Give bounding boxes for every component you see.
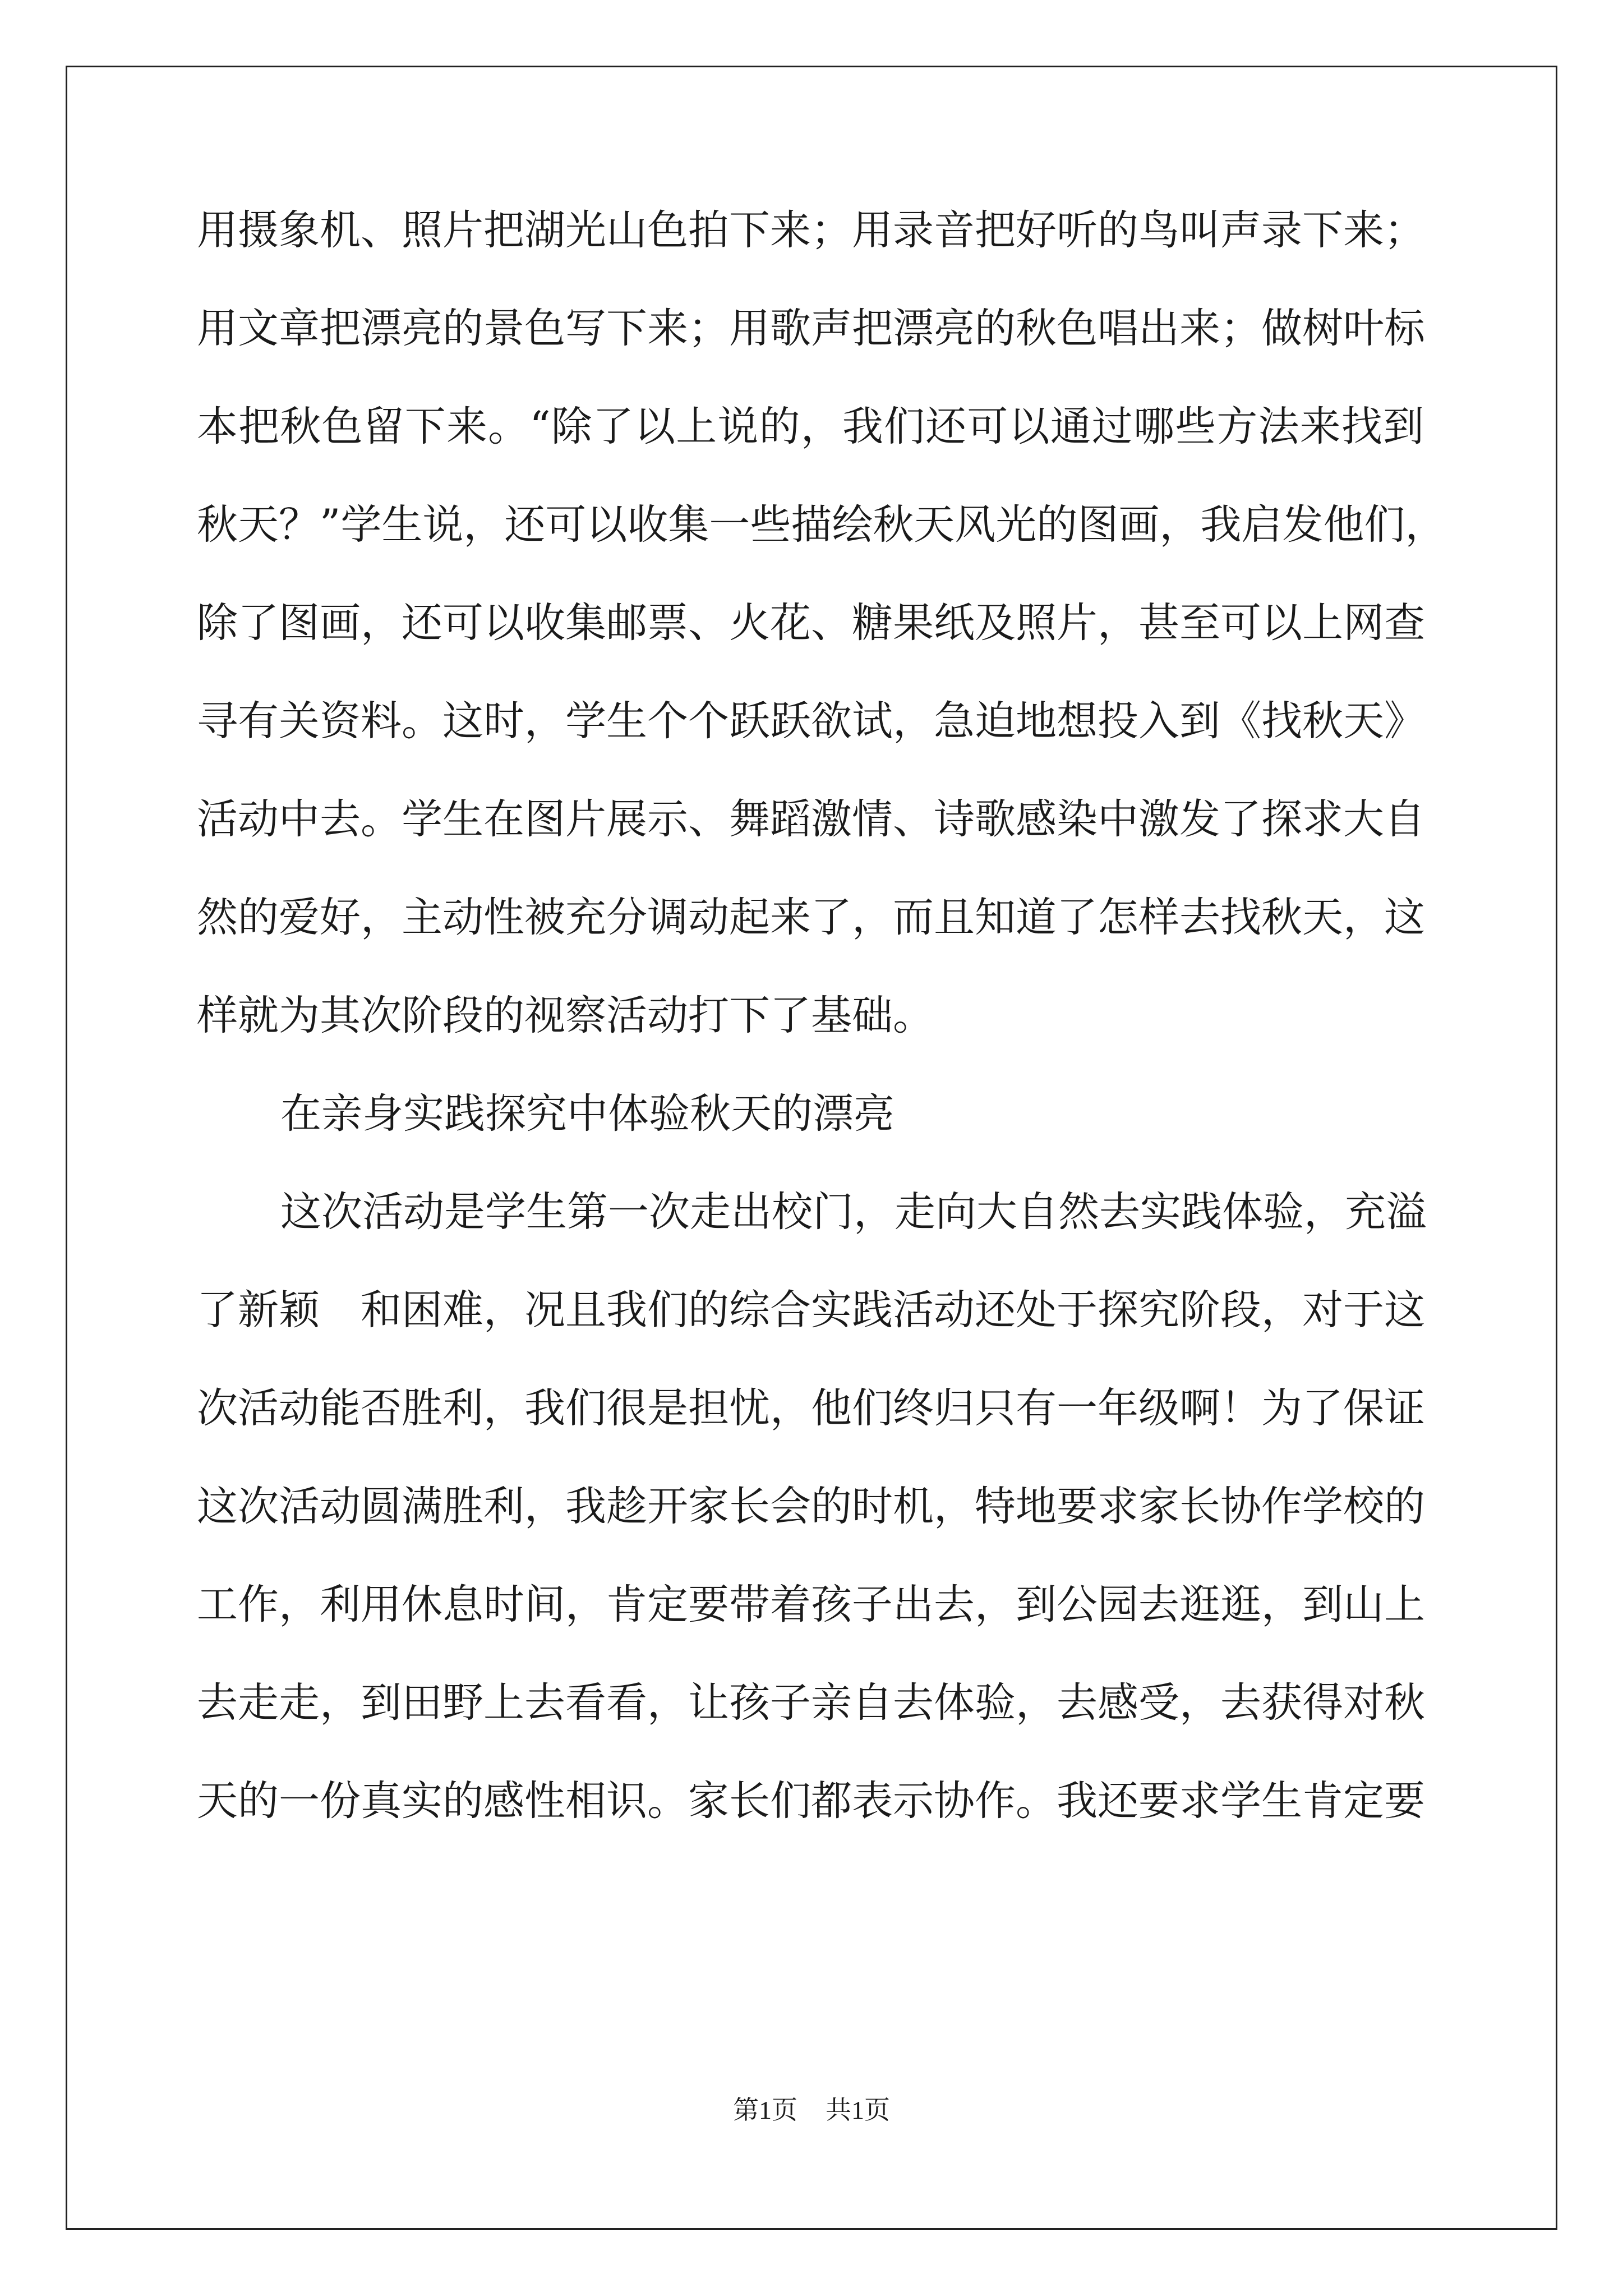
text-line: 除了图画，还可以收集邮票、火花、糖果纸及照片，甚至可以上网查	[197, 599, 1425, 647]
text-line: 秋天？”学生说，还可以收集一些描绘秋天风光的图画，我启发他们，	[197, 501, 1446, 549]
text-line: 用文章把漂亮的景色写下来；用歌声把漂亮的秋色唱出来；做树叶标	[197, 305, 1425, 352]
text-line: 工作，利用休息时间，肯定要带着孩子出去，到公园去逛逛，到山上	[197, 1581, 1425, 1628]
text-line: 次活动能否胜利，我们很是担忧，他们终归只有一年级啊！为了保证	[197, 1384, 1425, 1432]
text-line: 用摄象机、照片把湖光山色拍下来；用录音把好听的鸟叫声录下来；	[197, 206, 1425, 254]
text-line: 样就为其次阶段的视察活动打下了基础。	[197, 992, 934, 1039]
page-total: 共1页	[826, 2096, 890, 2124]
text-line: 去走走，到田野上去看看，让孩子亲自去体验，去感受，去获得对秋	[197, 1679, 1425, 1727]
page-number: 第1页	[733, 2096, 797, 2124]
text-line: 这次活动圆满胜利，我趁开家长会的时机，特地要求家长协作学校的	[197, 1483, 1425, 1530]
section-heading: 在亲身实践探究中体验秋天的漂亮	[280, 1090, 895, 1138]
text-line: 了新颖 和困难，况且我们的综合实践活动还处于探究阶段，对于这	[197, 1286, 1425, 1334]
text-line: 这次活动是学生第一次走出校门，走向大自然去实践体验，充溢	[280, 1188, 1427, 1236]
text-line: 寻有关资料。这时，学生个个跃跃欲试，急迫地想投入到《找秋天》	[197, 697, 1425, 745]
text-line: 活动中去。学生在图片展示、舞蹈激情、诗歌感染中激发了探求大自	[197, 795, 1425, 843]
text-line: 天的一份真实的感性相识。家长们都表示协作。我还要求学生肯定要	[197, 1777, 1425, 1825]
page-border	[66, 66, 1557, 2230]
page-footer	[0, 2093, 1623, 2127]
text-line: 本把秋色留下来。“除了以上说的，我们还可以通过哪些方法来找到	[197, 403, 1424, 450]
text-line: 然的爱好，主动性被充分调动起来了，而且知道了怎样去找秋天，这	[197, 894, 1425, 941]
